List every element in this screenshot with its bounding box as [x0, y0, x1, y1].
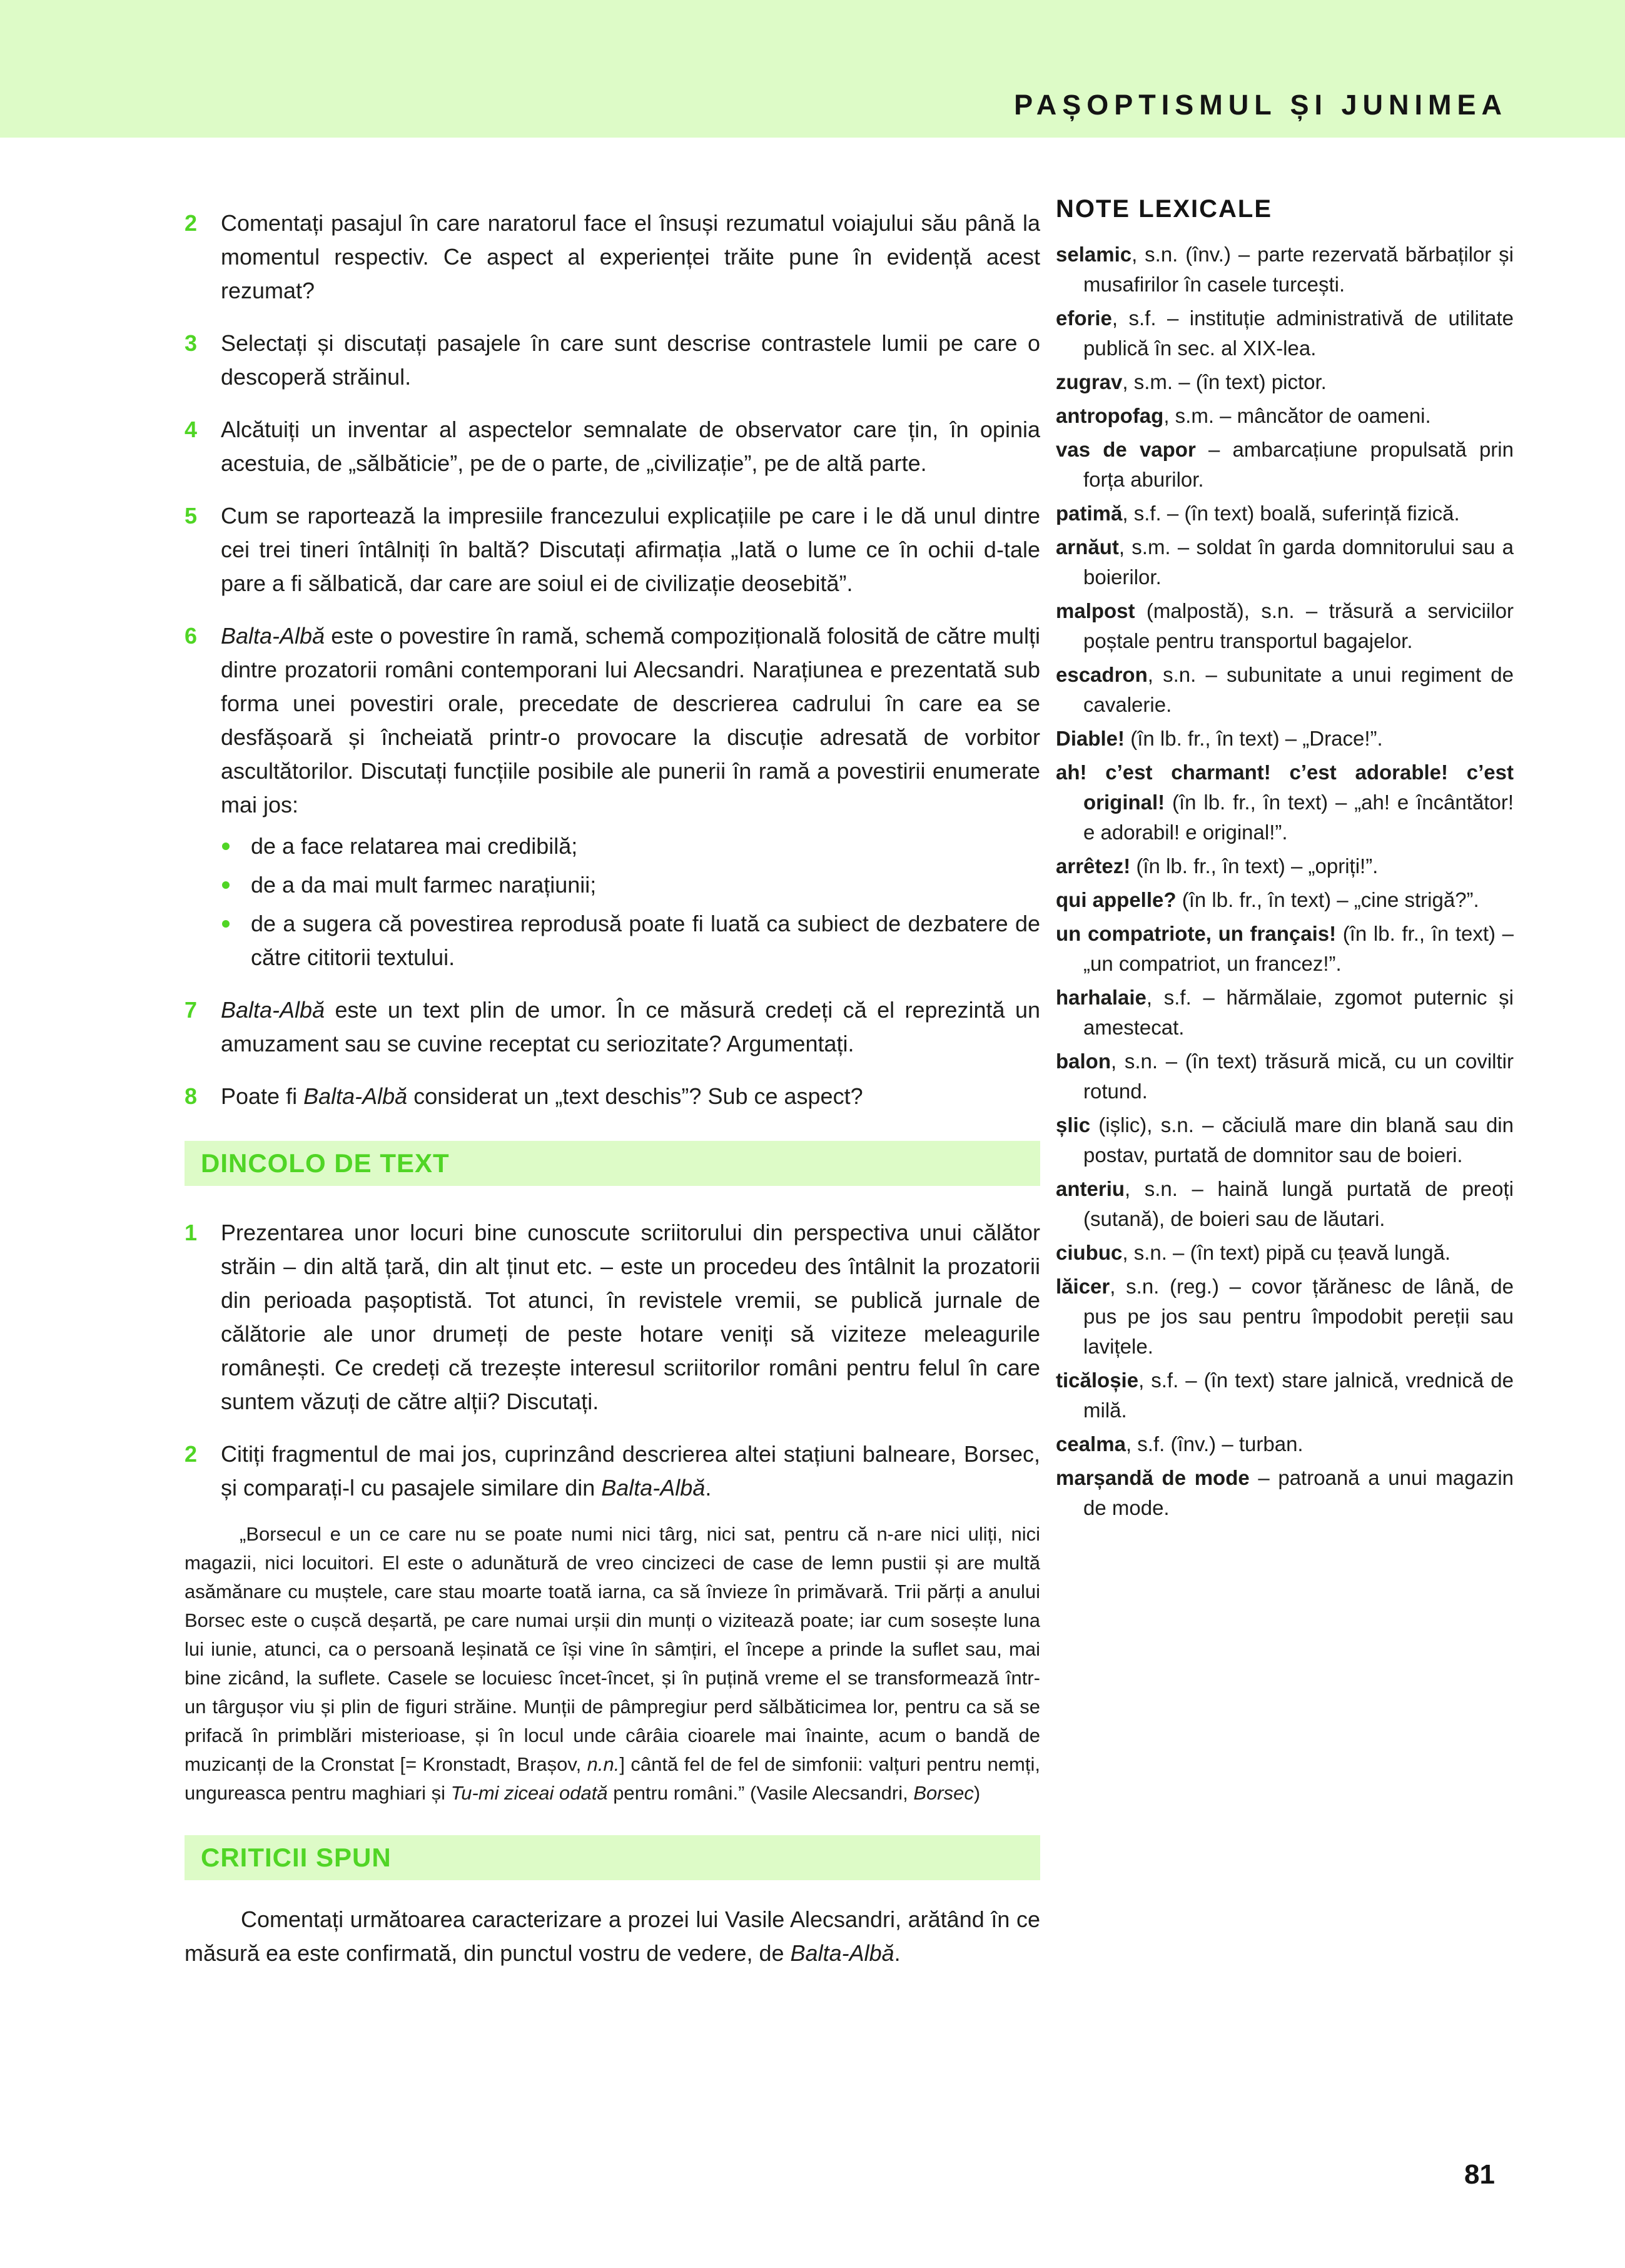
bullet-text: de a sugera că povestirea reprodusă poate fi luată ca subiect de dezbatere de către cititorii textului. — [251, 911, 1040, 970]
lexical-notes-list — [1056, 240, 1514, 1523]
beyond-text-item-text: Citiți fragmentul de mai jos, cuprinzând descrierea altei stațiuni balneare, Borsec, și comparați-l cu pasajele similare din Balta-Albă. — [221, 1441, 1040, 1501]
question-number: 5 — [185, 503, 198, 529]
question-item — [185, 993, 1040, 1061]
lexical-note-entry: ah! c’est charmant! c’est adorable! c’est original! (în lb. fr., în text) – „ah! e încântător! e adorabil! e original!”. — [1056, 761, 1514, 844]
lexical-note-entry: eforie, s.f. – instituție administrativă de utilitate publică în sec. al XIX-lea. — [1056, 306, 1514, 360]
lexical-note-entry: anteriu, s.n. – haină lungă purtată de preoți (sutană), de boieri sau de lăutari. — [1056, 1177, 1514, 1230]
lexical-note-entry: malpost (malpostă), s.n. – trăsură a serviciilor poștale pentru transportul bagajelor. — [1056, 599, 1514, 652]
bullet-dot-icon — [222, 881, 230, 889]
lexical-note-entry: lăicer, s.n. (reg.) – covor țărănesc de lână, de pus pe jos sau pentru împodobit pereții sau lavițele. — [1056, 1275, 1514, 1358]
question-number: 6 — [185, 623, 198, 649]
section-band-beyond-text — [185, 1141, 1040, 1186]
critics-paragraph: Comentați următoarea caracterizare a prozei lui Vasile Alecsandri, arătând în ce măsură ea este confirmată, din punctul vostru de vedere, de Balta-Albă. — [185, 1906, 1040, 1966]
question-list — [185, 206, 1040, 1113]
lexical-note-entry: vas de vapor – ambarcațiune propulsată prin forța aburilor. — [1056, 438, 1514, 491]
question-item — [185, 499, 1040, 600]
lexical-note-entry: harhalaie, s.f. – hărmălaie, zgomot puternic și amestecat. — [1056, 986, 1514, 1039]
question-bullet-list — [221, 829, 1040, 975]
question-text: Alcătuiți un inventar al aspectelor semnalate de observator care țin, în opinia acestuia, de „sălbăticie”, pe de o parte, de „civilizație”, pe de altă parte. — [221, 417, 1040, 476]
question-number: 3 — [185, 330, 198, 356]
lexical-note-entry: balon, s.n. – (în text) trăsură mică, cu un coviltir rotund. — [1056, 1050, 1514, 1103]
question-text: Balta-Albă este o povestire în ramă, schemă compozițională folosită de către mulți dintre prozatorii români contemporani lui Alecsandri. Narațiunea e prezentată sub forma unei povestiri orale, precedate de descrierea cadrului în care ea se desfășoară și încheiată printr-o provocare la discuție adresată de vorbitor ascultătorilor. Discutați funcțiile posibile ale punerii în ramă a povestirii enumerate mai jos: — [221, 623, 1040, 818]
lexical-note-entry: antropofag, s.m. – mâncător de oameni. — [1056, 404, 1431, 427]
question-item — [185, 206, 1040, 308]
beyond-text-list — [185, 1216, 1040, 1505]
question-item — [185, 1080, 1040, 1113]
bullet-item — [221, 868, 1040, 902]
beyond-text-item — [185, 1216, 1040, 1419]
bullet-item — [221, 829, 1040, 863]
question-number: 7 — [185, 997, 198, 1023]
lexical-note-entry: escadron, s.n. – subunitate a unui regiment de cavalerie. — [1056, 663, 1514, 716]
beyond-text-item-number: 1 — [185, 1220, 198, 1245]
lexical-note-entry: șlic (ișlic), s.n. – căciulă mare din blană sau din postav, purtată de domnitor sau de boieri. — [1056, 1113, 1514, 1167]
bullet-dot-icon — [222, 843, 230, 850]
beyond-text-item — [185, 1437, 1040, 1505]
question-item — [185, 327, 1040, 394]
section-title-critics: CRITICII SPUN — [201, 1843, 392, 1872]
beyond-text-item-text: Prezentarea unor locuri bine cunoscute scriitorului din perspectiva unui călător străin – din altă țară, din alt ținut etc. – este un procedeu des întâlnit la prozatorii din perioada pașoptistă. Tot atunci, în revistele vremii, se publică jurnale de călătorie ale unor drumeți de peste hotare veniți să viziteze meleagurile românești. Ce credeți că trezește interesul scriitorilor români pentru felul în care suntem văzuți de către alții? Discutați. — [221, 1220, 1040, 1414]
bullet-text: de a da mai mult farmec narațiunii; — [251, 872, 597, 898]
lexical-note-entry: un compatriote, un français! (în lb. fr., în text) – „un compatriot, un francez!”. — [1056, 922, 1514, 975]
lexical-note-entry: patimă, s.f. – (în text) boală, suferință fizică. — [1056, 502, 1460, 525]
lexical-note-entry: ticăloșie, s.f. – (în text) stare jalnică, vrednică de milă. — [1056, 1369, 1514, 1422]
question-item — [185, 619, 1040, 975]
bullet-text: de a face relatarea mai credibilă; — [251, 833, 578, 859]
question-text: Selectați și discutați pasajele în care sunt descrise contrastele lumii pe care o descoperă străinul. — [221, 330, 1040, 390]
question-item — [185, 413, 1040, 480]
bullet-dot-icon — [222, 920, 230, 928]
lexical-note-entry: selamic, s.n. (înv.) – parte rezervată bărbaților și musafirilor în casele turcești. — [1056, 243, 1514, 296]
lexical-note-entry: Diable! (în lb. fr., în text) – „Drace!”. — [1056, 727, 1383, 750]
question-text: Comentați pasajul în care naratorul face el însuși rezumatul voiajului său până la momentul respectiv. Ce aspect al experienței trăite pune în evidență acest rezumat? — [221, 210, 1040, 303]
question-text: Poate fi Balta-Albă considerat un „text deschis”? Sub ce aspect? — [221, 1083, 863, 1109]
lexical-note-entry: ciubuc, s.n. – (în text) pipă cu țeavă lungă. — [1056, 1241, 1450, 1264]
lexical-notes-sidebar — [1056, 195, 1514, 1523]
chapter-title: PAȘOPTISMUL ȘI JUNIMEA — [1014, 89, 1507, 121]
question-text: Balta-Albă este un text plin de umor. În ce măsură credeți că el reprezintă un amuzament sau se cuvine receptat cu seriozitate? Argumentați. — [221, 997, 1040, 1056]
section-title-beyond-text: DINCOLO DE TEXT — [201, 1148, 450, 1178]
lexical-note-entry: marșandă de mode – patroană a unui magazin de mode. — [1056, 1466, 1514, 1519]
question-number: 2 — [185, 210, 198, 236]
question-number: 4 — [185, 417, 198, 442]
lexical-note-entry: zugrav, s.m. – (în text) pictor. — [1056, 370, 1327, 393]
beyond-text-item-number: 2 — [185, 1441, 198, 1467]
lexical-note-entry: arrêtez! (în lb. fr., în text) – „opriți!”. — [1056, 854, 1379, 878]
section-band-critics — [185, 1835, 1040, 1880]
lexical-note-entry: qui appelle? (în lb. fr., în text) – „cine strigă?”. — [1056, 888, 1479, 911]
main-column — [185, 188, 1040, 1993]
page-number: 81 — [1464, 2159, 1495, 2190]
lexical-note-entry: arnăut, s.m. – soldat în garda domnitorului sau a boierilor. — [1056, 535, 1514, 589]
lexical-note-entry: cealma, s.f. (înv.) – turban. — [1056, 1432, 1304, 1455]
lexical-notes-title: NOTE LEXICALE — [1056, 195, 1273, 223]
question-text: Cum se raportează la impresiile francezului explicațiile pe care i le dă unul dintre cei trei tineri întâlniți în baltă? Discutați afirmația „Iată o lume ce în ochii d-tale pare a fi sălbatică, dar care are soiul ei de civilizație deosebită”. — [221, 503, 1040, 596]
question-number: 8 — [185, 1083, 198, 1109]
borsec-quote: „Borsecul e un ce care nu se poate numi nici târg, nici sat, pentru că n-are nici uliți, nici magazii, nici locuitori. El este o adunătură de vreo cincizeci de case de lemn pustii și are multă asămănare cu muștele, care stau moarte toată iarna, ca să învieze în primăvară. Trii părți a anului Borsec este o cușcă deșartă, pe care numai urșii din munți o vizitează poate; iar cum sosește luna lui iunie, atunci, ca o persoană leșinată ce își vine în sâmțiri, el începe a prinde la suflet sau, mai bine zicând, la suflete. Casele se locuiesc încet-încet, și în puțină vreme el se transformează într-un târgușor viu și plin de figuri străine. Munții de pâmpregiur perd sălbăticimea lor, pentru ca să se prifacă în primblări misterioase, și în locul unde cârâia cioarele mai înainte, acum o bandă de muzicanți de la Cronstat [= Kronstadt, Brașov, n.n.] cântă fel de fel de simfonii: valțuri pentru nemți, ungureasca pentru maghiari și Tu-mi ziceai odată pentru români.” (Vasile Alecsandri, Borsec) — [185, 1523, 1040, 1804]
bullet-item — [221, 907, 1040, 975]
